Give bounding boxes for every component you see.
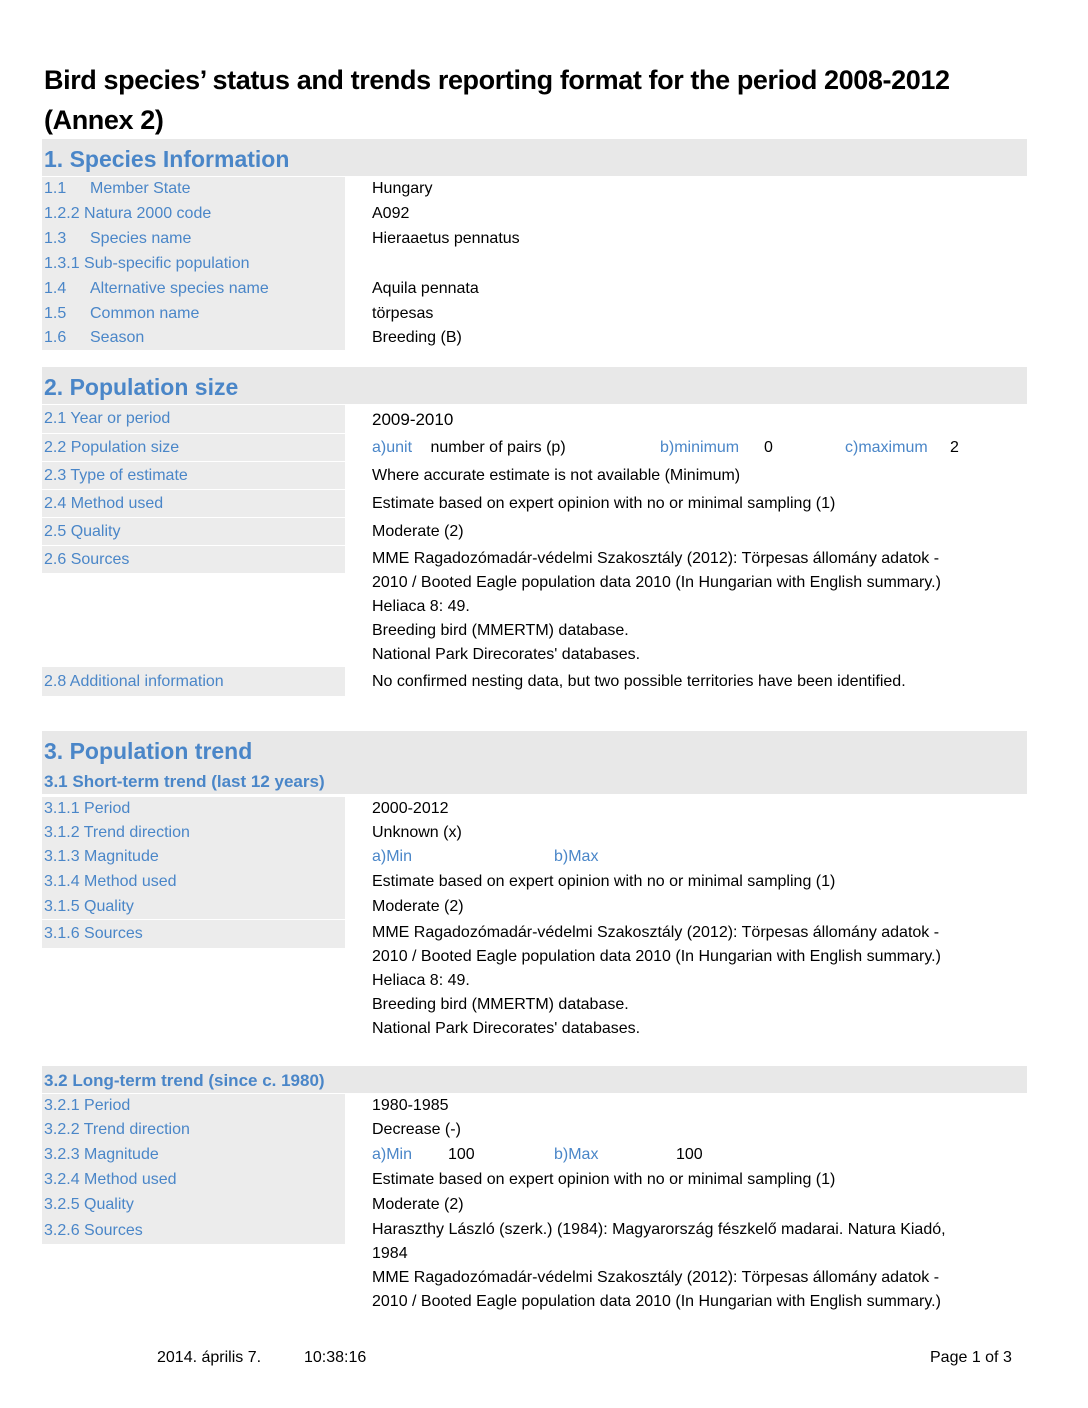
footer-page-number: Page 1 of 3	[930, 1349, 1012, 1366]
value-long-quality: Moderate (2)	[372, 1196, 464, 1213]
label-method-used: 2.4 Method used	[42, 490, 345, 517]
value-alternative-species-name: Aquila pennata	[372, 280, 479, 297]
subheading-long-term-trend: 3.2 Long-term trend (since c. 1980)	[42, 1066, 1027, 1093]
value-long-period: 1980-1985	[372, 1097, 449, 1114]
label-additional-information: 2.8 Additional information	[42, 667, 345, 696]
population-size-values	[372, 434, 1032, 461]
section-heading-species-information: 1. Species Information	[42, 139, 1027, 176]
unit-value: number of pairs (p)	[430, 439, 566, 456]
label-year-or-period: 2.1 Year or period	[42, 405, 345, 433]
label-sources: 2.6 Sources	[42, 546, 345, 573]
footer-time: 10:38:16	[304, 1349, 367, 1366]
value-short-sources: MME Ragadozómadár-védelmi Szakosztály (2012): Törpesas állomány adatok - 2010 / Booted Eagle population data 2010 (In Hungarian with English summary.) Heliaca 8: 49. Breeding bird (MMERTM) database. National Park Direcorates' databases.	[372, 924, 941, 1037]
section-heading-population-size: 2. Population size	[42, 367, 1027, 404]
value-long-method-used: Estimate based on expert opinion with no or minimal sampling (1)	[372, 1171, 836, 1188]
value-method-used: Estimate based on expert opinion with no or minimal sampling (1)	[372, 495, 836, 512]
value-short-quality: Moderate (2)	[372, 898, 464, 915]
label-short-method-used: 3.1.4 Method used	[42, 869, 345, 894]
label-population-size: 2.2 Population size	[42, 434, 345, 461]
label-long-method-used: 3.2.4 Method used	[42, 1167, 345, 1192]
label-short-trend-direction: 3.1.2 Trend direction	[42, 821, 345, 845]
value-member-state: Hungary	[372, 180, 433, 197]
label-short-quality: 3.1.5 Quality	[42, 894, 345, 919]
value-sources: MME Ragadozómadár-védelmi Szakosztály (2012): Törpesas állomány adatok - 2010 / Booted Eagle population data 2010 (In Hungarian with English summary.) Heliaca 8: 49. Breeding bird (MMERTM) database. National Park Direcorates' databases.	[372, 550, 941, 663]
long-magnitude-values	[372, 1142, 1032, 1167]
label-long-trend-direction: 3.2.2 Trend direction	[42, 1118, 345, 1142]
short-min-label: a)Min	[372, 848, 413, 865]
unit-label: a)unit	[372, 439, 413, 456]
label-season: 1.6 Season	[42, 326, 345, 350]
label-long-magnitude: 3.2.3 Magnitude	[42, 1142, 345, 1167]
label-type-of-estimate: 2.3 Type of estimate	[42, 462, 345, 489]
value-natura-2000-code: A092	[372, 205, 410, 222]
value-common-name: törpesas	[372, 305, 434, 322]
label-natura-2000-code: 1.2.2 Natura 2000 code	[42, 201, 345, 226]
value-year-or-period: 2009-2010	[372, 410, 454, 429]
label-long-quality: 3.2.5 Quality	[42, 1192, 345, 1217]
label-short-magnitude: 3.1.3 Magnitude	[42, 845, 345, 869]
value-long-trend-direction: Decrease (-)	[372, 1121, 461, 1138]
label-member-state: 1.1 Member State	[42, 177, 345, 201]
long-max-value: 100	[676, 1146, 703, 1163]
page-title: Bird species’ status and trends reporting format for the period 2008-2012 (Annex 2)	[44, 65, 950, 135]
value-species-name: Hieraaetus pennatus	[372, 230, 520, 247]
label-common-name: 1.5 Common name	[42, 301, 345, 326]
minimum-label: b)minimum	[660, 439, 740, 456]
short-magnitude-values	[372, 845, 1032, 869]
footer-date: 2014. április 7.	[157, 1349, 262, 1366]
label-short-period: 3.1.1 Period	[42, 797, 345, 821]
value-short-trend-direction: Unknown (x)	[372, 824, 462, 841]
long-max-label: b)Max	[554, 1146, 599, 1163]
subheading-short-term-trend: 3.1 Short-term trend (last 12 years)	[44, 772, 325, 791]
label-sub-specific-population: 1.3.1 Sub-specific population	[42, 251, 345, 276]
value-long-sources: Haraszthy László (szerk.) (1984): Magyarország fészkelő madarai. Natura Kiadó, 1984 MME Ragadozómadár-védelmi Szakosztály (2012): Törpesas állomány adatok - 2010 / Booted Eagle population data 2010 (In Hungarian with English summary.)	[372, 1221, 946, 1310]
label-short-sources: 3.1.6 Sources	[42, 920, 345, 948]
section-heading-population-trend: 3. Population trend 3.1 Short-term trend (last 12 years)	[42, 731, 1027, 794]
value-type-of-estimate: Where accurate estimate is not available (Minimum)	[372, 467, 741, 484]
minimum-value: 0	[764, 439, 773, 456]
label-species-name: 1.3 Species name	[42, 226, 345, 251]
long-min-value: 100	[448, 1146, 475, 1163]
value-short-method-used: Estimate based on expert opinion with no or minimal sampling (1)	[372, 873, 836, 890]
long-min-label: a)Min	[372, 1146, 413, 1163]
short-max-label: b)Max	[554, 848, 599, 865]
label-long-sources: 3.2.6 Sources	[42, 1217, 345, 1244]
label-quality: 2.5 Quality	[42, 518, 345, 545]
value-additional-information: No confirmed nesting data, but two possible territories have been identified.	[372, 673, 906, 690]
value-season: Breeding (B)	[372, 329, 462, 346]
label-alternative-species-name: 1.4 Alternative species name	[42, 276, 345, 301]
value-quality: Moderate (2)	[372, 523, 464, 540]
maximum-label: c)maximum	[845, 439, 928, 456]
maximum-value: 2	[950, 439, 959, 456]
label-long-period: 3.2.1 Period	[42, 1094, 345, 1118]
value-short-period: 2000-2012	[372, 800, 449, 817]
